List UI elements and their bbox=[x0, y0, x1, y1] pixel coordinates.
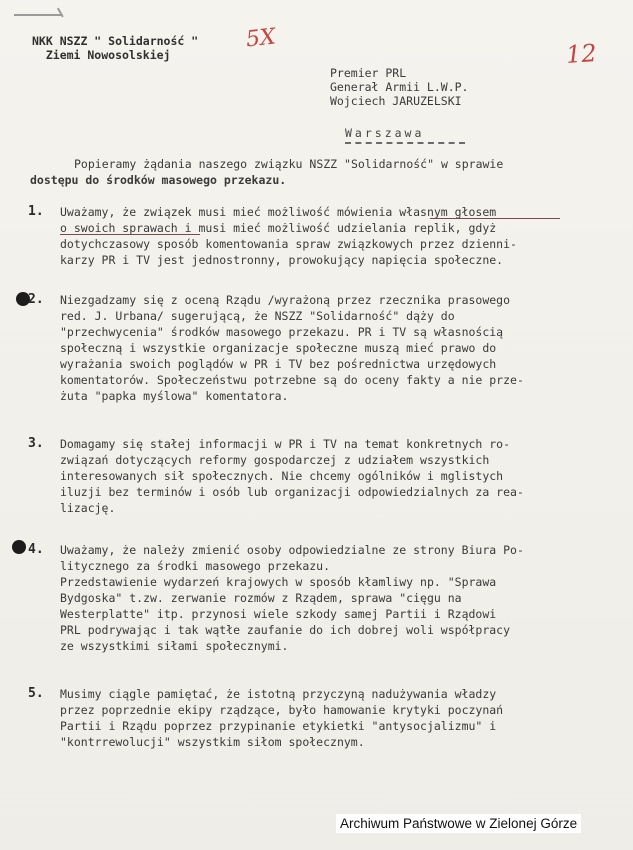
point-line: "przechwycenia" środków masowego przekazu. PR i TV są własnością bbox=[60, 325, 504, 339]
point-body bbox=[60, 292, 608, 404]
point-line: Uważamy, że należy zmienić osoby odpowiedzialne ze strony Biura Po- bbox=[60, 543, 524, 557]
point-line: wyrażania swoich poglądów w PR i TV bez pośrednictwa urzędowych bbox=[60, 357, 497, 371]
handwritten-underline bbox=[430, 218, 560, 219]
point-number: 5. bbox=[28, 686, 44, 701]
point-line: Uważamy, że związek musi mieć możliwość mówienia własnym głosem bbox=[60, 205, 497, 219]
point-line: Partii i Rządu poprzez przypinanie etykietki "antysocjalizmu" i bbox=[60, 719, 497, 733]
point-body bbox=[60, 542, 608, 654]
point-number: 4. bbox=[28, 542, 44, 557]
point-line: Westerplatte" itp. przynosi wiele szkody samej Partii i Rządowi bbox=[60, 607, 497, 621]
handwritten-note-left: 5X bbox=[244, 24, 277, 53]
intro-line-1: Popieramy żądania naszego związku NSZZ "Solidarność" w sprawie bbox=[74, 157, 504, 171]
point-5 bbox=[28, 686, 608, 750]
staple-mark bbox=[14, 14, 62, 20]
point-line: Niezgadzamy się z oceną Rządu /wyrażoną przez rzecznika prasowego bbox=[60, 293, 511, 307]
point-body bbox=[60, 436, 608, 516]
intro-line-2: dostępu do środków masowego przekazu. bbox=[30, 173, 287, 187]
point-line: Bydgoska" t.zw. zerwanie rozmów z Rządem, sprawa "cięgu na bbox=[60, 591, 462, 605]
point-line: o swoich sprawach i musi mieć możliwość udzielania replik, gdyż bbox=[60, 221, 497, 235]
point-body bbox=[60, 686, 608, 750]
point-line: lizację. bbox=[60, 501, 116, 515]
city-underline bbox=[345, 142, 465, 144]
point-number: 1. bbox=[28, 204, 44, 219]
point-number: 2. bbox=[28, 292, 44, 307]
archive-watermark-label: Archiwum Państwowe w Zielonej Górze bbox=[336, 814, 581, 833]
point-4 bbox=[28, 542, 608, 654]
handwritten-page-number: 12 bbox=[565, 38, 598, 70]
point-line: Domagamy się stałej informacji w PR i TV na temat konkretnych ro- bbox=[60, 437, 511, 451]
point-line: litycznego za środki masowego przekazu. bbox=[60, 559, 331, 573]
recipient-line-2: Generał Armii L.W.P. bbox=[330, 80, 469, 94]
recipient-line-1: Premier PRL bbox=[330, 66, 407, 80]
sender-line-2: Ziemi Nowosolskiej bbox=[32, 48, 171, 62]
point-line: interesowanych sił społecznych. Nie chcemy ogólników i mglistych bbox=[60, 469, 504, 483]
point-2 bbox=[28, 292, 608, 404]
intro-paragraph bbox=[30, 156, 590, 188]
recipient-block bbox=[330, 66, 468, 108]
point-line: Przedstawienie wydarzeń krajowych w sposób kłamliwy np. "Sprawa bbox=[60, 575, 497, 589]
point-line: PRL podrywając i tak wątłe zaufanie do ich dobrej woli współpracy bbox=[60, 623, 511, 637]
point-number: 3. bbox=[28, 436, 44, 451]
point-line: dotychczasowy sposób komentowania spraw związkowych przez dzienni- bbox=[60, 237, 517, 251]
point-line: iluzji bez terminów i osób lub organizacji odpowiedzialnych za rea- bbox=[60, 485, 524, 499]
point-line: red. J. Urbana/ sugerującą, że NSZZ "Solidarność" dąży do bbox=[60, 309, 455, 323]
point-body bbox=[60, 204, 608, 268]
point-3 bbox=[28, 436, 608, 516]
point-line: ze wszystkimi siłami społecznymi. bbox=[60, 639, 289, 653]
recipient-line-3: Wojciech JARUZELSKI bbox=[330, 94, 462, 108]
sender-line-1: NKK NSZZ " Solidarność " bbox=[32, 34, 199, 48]
point-line: Musimy ciągle pamiętać, że istotną przyczyną nadużywania władzy bbox=[60, 687, 497, 701]
handwritten-underline bbox=[60, 234, 200, 235]
point-line: społeczną i wszystkie organizacje społeczne muszą mieć prawo do bbox=[60, 341, 497, 355]
point-line: karzy PR i TV jest jednostronny, prowokujący napięcia społeczne. bbox=[60, 253, 504, 267]
sender-block bbox=[32, 34, 198, 62]
point-line: "kontrrewolucji" wszystkim siłom społecznym. bbox=[60, 735, 365, 749]
point-line: związań dotyczących reformy gospodarczej z udziałem wszystkich bbox=[60, 453, 490, 467]
city-name: Warszawa bbox=[345, 126, 425, 140]
point-line: komentatorów. Społeczeństwu potrzebne są do oceny fakty a nie prze- bbox=[60, 373, 524, 387]
point-line: żuta "papka myślowa" komentatora. bbox=[60, 389, 289, 403]
punch-hole bbox=[12, 540, 26, 554]
point-line: przez poprzednie ekipy rządzące, było hamowanie krytyki poczynań bbox=[60, 703, 504, 717]
point-1 bbox=[28, 204, 608, 268]
